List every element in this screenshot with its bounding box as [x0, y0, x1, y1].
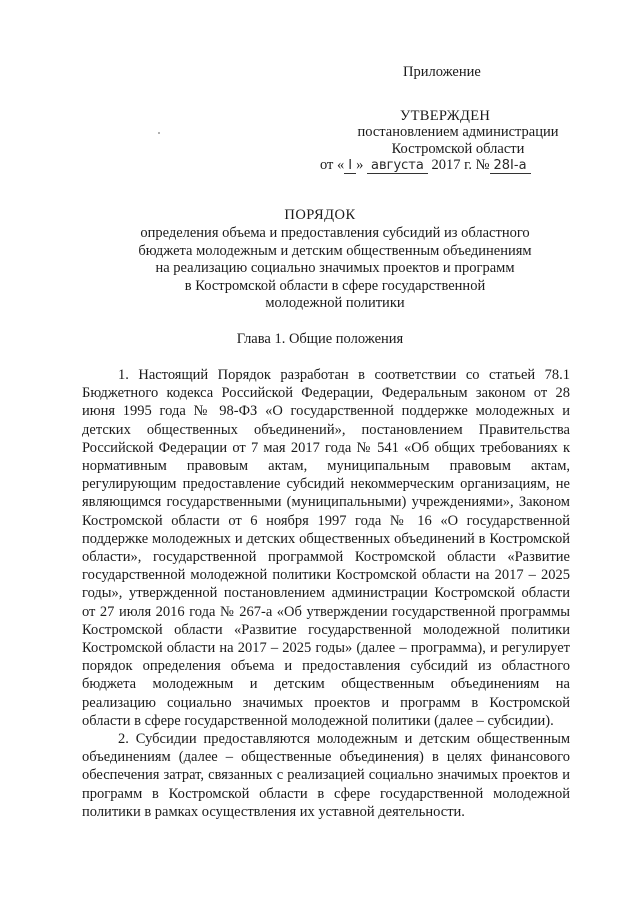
- date-prefix: от «: [320, 157, 345, 173]
- chapter-heading: Глава 1. Общие положения: [236, 331, 404, 347]
- paragraph-2: 2. Субсидии предоставляются молодежным и детским общественным объединениям (далее – общественные объединения) в целях финансового обеспечения затрат, связанных с реализацией социально значимых проектов и программ в Костромской области в сфере государственной молодежной политики в рамках осуществления их уставной деятельности.: [82, 731, 570, 820]
- subtitle-line: молодежной политики: [265, 295, 405, 311]
- date-year: 2017 г. №: [431, 157, 490, 173]
- date-day: I: [344, 159, 356, 174]
- date-mid: »: [356, 157, 364, 173]
- approval-date-line: [320, 157, 531, 174]
- document-title: ПОРЯДОК: [284, 207, 356, 223]
- approved-by: [338, 124, 578, 158]
- approved-by-line-2: Костромской области: [391, 141, 525, 157]
- scan-speck: [158, 132, 160, 134]
- subtitle-line: бюджета молодежным и детским общественным объединениям: [138, 242, 532, 259]
- subtitle-line: на реализацию социально значимых проектов и программ: [155, 260, 515, 276]
- subtitle-line: определения объема и предоставления субсидий из областного: [140, 225, 530, 241]
- document-subtitle: [105, 225, 565, 313]
- approved-by-line-1: постановлением администрации: [357, 124, 559, 140]
- date-month: августа: [367, 159, 428, 174]
- subtitle-line: в Костромской области в сфере государственной: [184, 277, 486, 294]
- paragraph-1: 1. Настоящий Порядок разработан в соответствии со статьей 78.1 Бюджетного кодекса Российской Федерации, Федеральным законом от 28 июня 1995 года № 98-ФЗ «О государственной поддержке молодежных и детских общественных объединений», постановлением Правительства Российской Федерации от 7 мая 2017 года № 541 «Об общих требованиях к нормативным правовым актам, муниципальным правовым актам, регулирующим предоставление субсидий некоммерческим организациям, не являющимся государственными (муниципальными) учреждениями», Законом Костромской области от 6 ноября 1997 года № 16 «О государственной поддержке молодежных и детских общественных объединений в Костромской области», государственной программой Костромской области «Развитие государственной молодежной политики Костромской области на 2017 – 2025 годы», утвержденной постановлением администрации Костромской области от 27 июля 2016 года № 267-а «Об утверждении государственной программы Костромской области «Развитие государственной молодежной политики Костромской области на 2017 – 2025 годы» (далее – программа), и регулирует порядок определения объема и предоставления субсидий из областного бюджета молодежным и детским общественным объединениям на реализацию социально значимых проектов и программ в Костромской области в сфере государственной молодежной политики (далее – субсидии).: [82, 367, 570, 729]
- appendix-label: Приложение: [403, 64, 481, 80]
- document-body: [82, 366, 570, 821]
- document-number: 28I-а: [490, 159, 531, 174]
- approved-stamp-heading: УТВЕРЖДЕН: [400, 108, 491, 124]
